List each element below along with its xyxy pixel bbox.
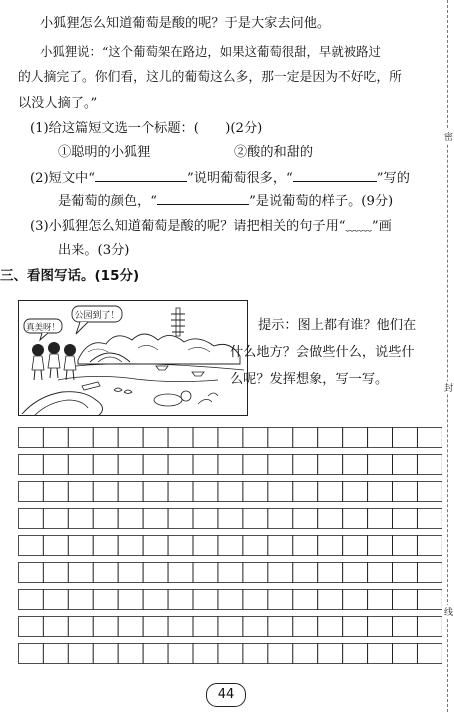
passage-paragraph-1: 小狐狸怎么知道葡萄是酸的呢？于是大家去问他。: [40, 16, 331, 31]
passage-paragraph-2-line-3: 以没人摘了。”: [18, 96, 98, 111]
grid-cell[interactable]: [243, 590, 268, 610]
question-3-line-1: (3)小狐狸怎么知道葡萄是酸的呢？请把相关的句子用“﹏﹏”画: [30, 219, 392, 234]
grid-cell[interactable]: [318, 428, 343, 448]
grid-cell[interactable]: [243, 455, 268, 475]
answer-blank-3[interactable]: [157, 192, 249, 205]
margin-mark-3: 线: [444, 605, 453, 618]
grid-cell[interactable]: [418, 536, 442, 556]
grid-cell[interactable]: [193, 482, 218, 502]
grid-cell[interactable]: [43, 563, 68, 583]
grid-cell[interactable]: [368, 563, 393, 583]
grid-cell[interactable]: [68, 644, 93, 664]
grid-cell[interactable]: [93, 590, 118, 610]
grid-cell[interactable]: [19, 590, 44, 610]
grid-cell[interactable]: [218, 455, 243, 475]
tip-line-1: 提示：图上都有谁？他们在: [258, 318, 417, 333]
grid-cell[interactable]: [193, 428, 218, 448]
grid-cell[interactable]: [118, 482, 143, 502]
grid-cell[interactable]: [343, 590, 368, 610]
grid-cell[interactable]: [168, 590, 193, 610]
grid-cell[interactable]: [268, 563, 293, 583]
grid-cell[interactable]: [68, 617, 93, 637]
grid-cell[interactable]: [93, 428, 118, 448]
grid-cell[interactable]: [143, 563, 168, 583]
grid-cell[interactable]: [218, 563, 243, 583]
tip-line-2: 什么地方？会做些什么，说些什: [230, 345, 415, 360]
grid-cell[interactable]: [68, 590, 93, 610]
grid-cell[interactable]: [168, 509, 193, 529]
grid-cell[interactable]: [243, 509, 268, 529]
grid-cell[interactable]: [268, 455, 293, 475]
grid-cell[interactable]: [268, 509, 293, 529]
passage-paragraph-2-line-2: 的人摘完了。你们看，这儿的葡萄这么多，那一定是因为不好吃，所: [18, 70, 402, 85]
grid-cell[interactable]: [19, 536, 44, 556]
grid-cell[interactable]: [93, 482, 118, 502]
grid-cell[interactable]: [68, 482, 93, 502]
grid-cell[interactable]: [393, 509, 418, 529]
grid-cell[interactable]: [268, 644, 293, 664]
grid-cell[interactable]: [143, 590, 168, 610]
grid-cell[interactable]: [393, 590, 418, 610]
grid-cell[interactable]: [293, 509, 318, 529]
grid-cell[interactable]: [268, 590, 293, 610]
grid-cell[interactable]: [193, 563, 218, 583]
tip-line-3: 么呢？发挥想象，写一写。: [230, 372, 389, 387]
grid-cell[interactable]: [243, 617, 268, 637]
grid-cell[interactable]: [343, 563, 368, 583]
grid-cell[interactable]: [418, 509, 442, 529]
grid-cell[interactable]: [93, 455, 118, 475]
grid-cell[interactable]: [19, 617, 44, 637]
grid-cell[interactable]: [168, 536, 193, 556]
grid-cell[interactable]: [143, 482, 168, 502]
grid-cell[interactable]: [343, 455, 368, 475]
grid-cell[interactable]: [193, 455, 218, 475]
grid-cell[interactable]: [93, 617, 118, 637]
grid-cell[interactable]: [343, 482, 368, 502]
grid-cell[interactable]: [93, 563, 118, 583]
writing-grid[interactable]: [18, 427, 442, 667]
grid-cell[interactable]: [243, 428, 268, 448]
grid-cell[interactable]: [168, 563, 193, 583]
grid-cell[interactable]: [343, 428, 368, 448]
grid-cell[interactable]: [293, 455, 318, 475]
grid-cell[interactable]: [43, 482, 68, 502]
grid-cell[interactable]: [118, 509, 143, 529]
grid-cell[interactable]: [143, 536, 168, 556]
grid-cell[interactable]: [168, 644, 193, 664]
grid-cell[interactable]: [243, 482, 268, 502]
page-number: 44: [206, 683, 246, 707]
question-2-text-c: ”写的: [376, 171, 410, 186]
grid-cell[interactable]: [68, 536, 93, 556]
grid-cell[interactable]: [43, 428, 68, 448]
grid-cell[interactable]: [368, 536, 393, 556]
grid-cell[interactable]: [393, 563, 418, 583]
grid-cell[interactable]: [118, 563, 143, 583]
grid-cell[interactable]: [293, 482, 318, 502]
grid-cell[interactable]: [68, 455, 93, 475]
grid-cell[interactable]: [19, 563, 44, 583]
grid-cell[interactable]: [393, 482, 418, 502]
grid-cell[interactable]: [268, 482, 293, 502]
grid-cell[interactable]: [43, 617, 68, 637]
grid-cell[interactable]: [318, 644, 343, 664]
grid-cell[interactable]: [368, 644, 393, 664]
grid-cell[interactable]: [393, 536, 418, 556]
grid-cell[interactable]: [19, 482, 44, 502]
grid-cell[interactable]: [168, 428, 193, 448]
grid-cell[interactable]: [243, 536, 268, 556]
grid-cell[interactable]: [418, 617, 442, 637]
grid-cell[interactable]: [143, 455, 168, 475]
grid-cell[interactable]: [218, 536, 243, 556]
grid-cell[interactable]: [343, 644, 368, 664]
bubble-left-text: 真美呀！: [25, 323, 61, 333]
grid-cell[interactable]: [243, 563, 268, 583]
grid-cell[interactable]: [368, 590, 393, 610]
grid-cell[interactable]: [218, 482, 243, 502]
grid-cell[interactable]: [243, 644, 268, 664]
grid-cell[interactable]: [218, 590, 243, 610]
grid-cell[interactable]: [118, 428, 143, 448]
grid-cell[interactable]: [318, 617, 343, 637]
grid-cell[interactable]: [418, 455, 442, 475]
grid-cell[interactable]: [193, 536, 218, 556]
grid-cell[interactable]: [118, 644, 143, 664]
question-2-text-b: ”说明葡萄很多，“: [186, 171, 293, 186]
grid-cell[interactable]: [43, 644, 68, 664]
grid-cell[interactable]: [268, 536, 293, 556]
grid-cell[interactable]: [118, 617, 143, 637]
grid-cell[interactable]: [43, 509, 68, 529]
grid-cell[interactable]: [343, 617, 368, 637]
grid-cell[interactable]: [268, 617, 293, 637]
grid-cell[interactable]: [293, 536, 318, 556]
grid-cell[interactable]: [19, 428, 44, 448]
grid-cell[interactable]: [218, 617, 243, 637]
grid-cell[interactable]: [19, 644, 44, 664]
grid-cell[interactable]: [143, 617, 168, 637]
grid-cell[interactable]: [193, 644, 218, 664]
grid-cell[interactable]: [143, 644, 168, 664]
grid-cell[interactable]: [318, 482, 343, 502]
question-2-line-2: [58, 192, 393, 210]
grid-cell[interactable]: [393, 455, 418, 475]
answer-blank-2[interactable]: [293, 169, 377, 182]
grid-cell[interactable]: [193, 509, 218, 529]
grid-cell[interactable]: [318, 536, 343, 556]
question-2-text-a: (2)短文中“: [30, 171, 95, 186]
grid-cell[interactable]: [168, 482, 193, 502]
grid-cell[interactable]: [143, 428, 168, 448]
grid-cell[interactable]: [418, 644, 442, 664]
grid-cell[interactable]: [218, 644, 243, 664]
grid-cell[interactable]: [293, 644, 318, 664]
grid-cell[interactable]: [93, 644, 118, 664]
question-2-text-d: 是葡萄的颜色，“: [58, 194, 158, 209]
grid-cell[interactable]: [318, 509, 343, 529]
grid-cell[interactable]: [143, 509, 168, 529]
question-1: (1)给这篇短文选一个标题：( )(2分): [30, 121, 263, 136]
grid-cell[interactable]: [368, 617, 393, 637]
section-3-heading: 三、看图写话。(15分): [0, 268, 140, 284]
question-3-line-2: 出来。(3分): [58, 243, 130, 258]
bubble-right-text: 公园到了！: [74, 311, 120, 321]
question-1-option-b: ②酸的和甜的: [234, 145, 314, 160]
grid-cell[interactable]: [43, 590, 68, 610]
grid-cell[interactable]: [293, 617, 318, 637]
grid-cell[interactable]: [368, 428, 393, 448]
grid-cell[interactable]: [168, 455, 193, 475]
grid-cell[interactable]: [218, 509, 243, 529]
grid-cell[interactable]: [68, 509, 93, 529]
passage-paragraph-2-line-1: 小狐狸说：“这个葡萄架在路边，如果这葡萄很甜，早就被路过: [40, 44, 381, 59]
grid-cell[interactable]: [118, 590, 143, 610]
grid-cell[interactable]: [218, 428, 243, 448]
question-2-line-1: [30, 169, 410, 187]
grid-cell[interactable]: [418, 590, 442, 610]
grid-cell[interactable]: [93, 536, 118, 556]
grid-cell[interactable]: [293, 428, 318, 448]
grid-cell[interactable]: [19, 455, 44, 475]
grid-cell[interactable]: [393, 617, 418, 637]
park-illustration: [18, 300, 248, 416]
question-2-text-e: ”是说葡萄的样子。(9分): [249, 194, 394, 209]
grid-cell[interactable]: [268, 428, 293, 448]
grid-cell[interactable]: [393, 644, 418, 664]
grid-cell[interactable]: [368, 509, 393, 529]
grid-cell[interactable]: [368, 482, 393, 502]
grid-cell[interactable]: [318, 455, 343, 475]
grid-cell[interactable]: [393, 428, 418, 448]
grid-cell[interactable]: [93, 509, 118, 529]
grid-cell[interactable]: [418, 563, 442, 583]
grid-cell[interactable]: [43, 536, 68, 556]
grid-cell[interactable]: [343, 509, 368, 529]
question-1-option-a: ①聪明的小狐狸: [58, 145, 151, 160]
grid-cell[interactable]: [318, 563, 343, 583]
grid-cell[interactable]: [318, 590, 343, 610]
grid-cell[interactable]: [168, 617, 193, 637]
grid-cell[interactable]: [43, 455, 68, 475]
grid-cell[interactable]: [343, 536, 368, 556]
grid-cell[interactable]: [118, 455, 143, 475]
grid-cell[interactable]: [293, 563, 318, 583]
grid-cell[interactable]: [193, 617, 218, 637]
answer-blank-1[interactable]: [95, 169, 187, 182]
grid-cell[interactable]: [19, 509, 44, 529]
grid-cell[interactable]: [193, 590, 218, 610]
grid-cell[interactable]: [368, 455, 393, 475]
grid-cell[interactable]: [118, 536, 143, 556]
margin-mark-2: 封: [444, 381, 453, 394]
margin-mark-1: 密: [444, 130, 453, 143]
grid-cell[interactable]: [418, 482, 442, 502]
grid-cell[interactable]: [293, 590, 318, 610]
grid-cell[interactable]: [68, 563, 93, 583]
grid-cell[interactable]: [68, 428, 93, 448]
grid-cell[interactable]: [418, 428, 442, 448]
